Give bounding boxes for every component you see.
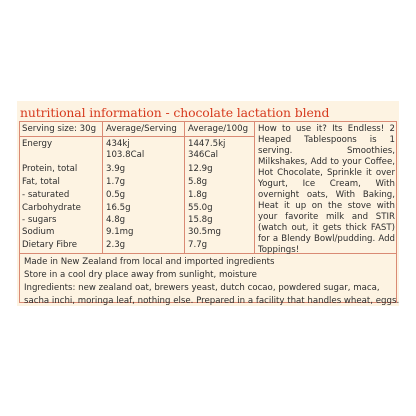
row-label: Dietary Fibre: [22, 240, 78, 250]
serving-size-label: Serving size: 30g: [22, 124, 97, 134]
serving-value: 2.3g: [106, 240, 126, 250]
divider: [20, 136, 255, 137]
row-label: Fat, total: [22, 177, 60, 187]
storage-text: Store in a cool dry place away from sunlight, moisture: [24, 270, 257, 280]
per100-value: 1.8g: [188, 190, 208, 200]
ingredients-text: sacha inchi, moringa leaf, nothing else. Prepared in a facility that handles wheat, eggs.: [24, 296, 400, 306]
per100-value: 1447.5kj: [188, 139, 226, 149]
row-label: Energy: [22, 139, 53, 149]
per100-value: 12.9g: [188, 164, 213, 174]
made-in-text: Made in New Zealand from local and imported ingredients: [24, 257, 275, 267]
divider: [184, 122, 185, 253]
row-label: - sugars: [22, 215, 57, 225]
nutrition-table: [19, 121, 400, 306]
serving-value: 9.1mg: [106, 227, 134, 237]
per100-value: 55.0g: [188, 203, 213, 213]
per100-value: 346Cal: [188, 150, 219, 160]
nutrition-panel: [17, 101, 399, 306]
serving-value: 434kj: [106, 139, 130, 149]
serving-value: 4.8g: [106, 215, 126, 225]
ingredients-text: Ingredients: new zealand oat, brewers yeast, dutch cocao, powdered sugar, maca,: [24, 283, 380, 293]
row-label: Protein, total: [22, 164, 78, 174]
per100-value: 30.5mg: [188, 227, 221, 237]
serving-value: 0.5g: [106, 190, 126, 200]
per100-value: 5.8g: [188, 177, 208, 187]
serving-value: 103.8Cal: [106, 150, 145, 160]
panel-title: nutritional information - chocolate lactation blend: [20, 105, 330, 120]
row-label: Carbohydrate: [22, 203, 81, 213]
serving-value: 1.7g: [106, 177, 126, 187]
row-label: - saturated: [22, 190, 70, 200]
per-100g-header: Average/100g: [188, 124, 249, 134]
per100-value: 15.8g: [188, 215, 213, 225]
divider: [254, 122, 255, 253]
per-serving-header: Average/Serving: [106, 124, 177, 134]
divider: [102, 122, 103, 253]
serving-value: 3.9g: [106, 164, 126, 174]
serving-value: 16.5g: [106, 203, 131, 213]
row-label: Sodium: [22, 227, 55, 237]
per100-value: 7.7g: [188, 240, 208, 250]
how-to-use-text: How to use it? Its Endless! 2 Heaped Tablespoons is 1 serving. Smoothies, Milkshakes, Add to your Coffee, Hot Chocolate, Sprinkle it over Yogurt, Ice Cream, With overnight oats, With Baking, Heat it up on the stove with your favorite milk and STIR (watch out, it gets thick FAST) for a Blendy Bowl/pudding. Add Toppings!: [258, 124, 395, 255]
